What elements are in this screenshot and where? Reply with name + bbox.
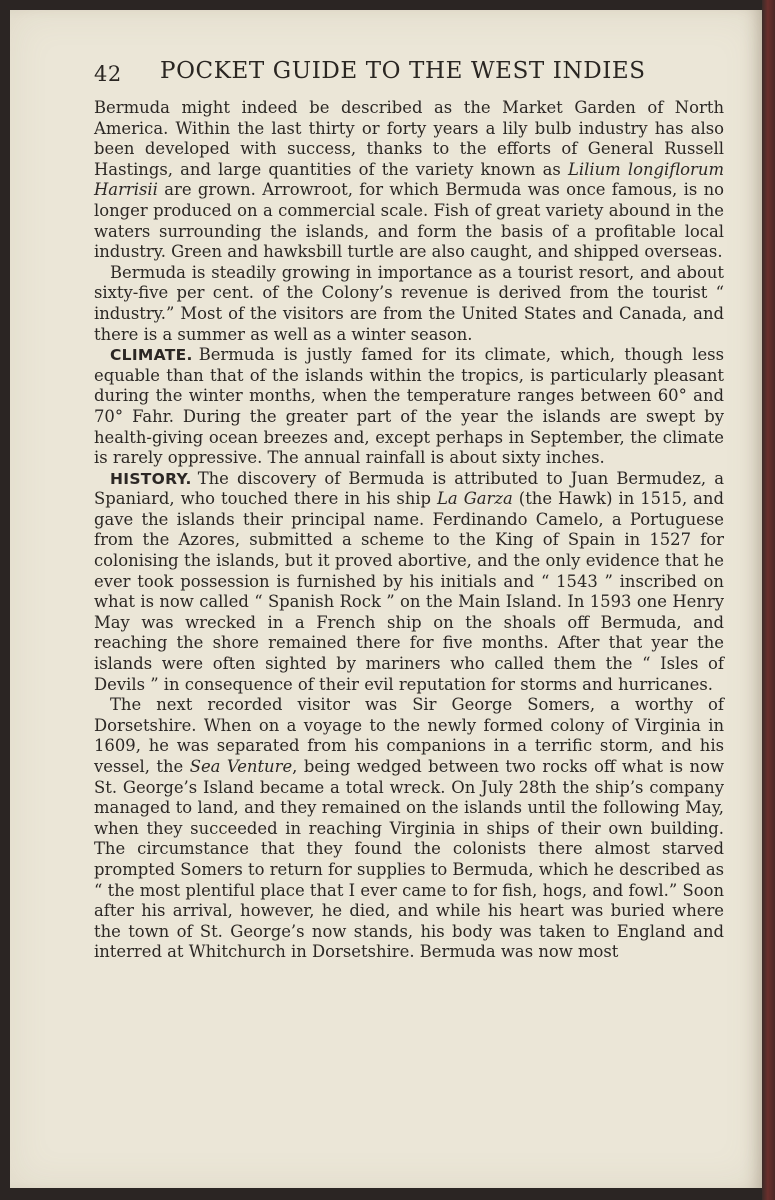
section-heading-history: HISTORY.: [110, 469, 192, 488]
page-header: [94, 57, 734, 91]
paragraph-market-garden: [94, 98, 724, 263]
paragraph-text: The next recorded visitor was Sir George Somers, a worthy of Dorsetshire. When on a voyage to the newly formed colony of Virginia in 1609, he was separated from his companions in a terrific storm, and his vessel, the: [94, 695, 724, 776]
running-title: POCKET GUIDE TO THE WEST INDIES: [160, 58, 646, 84]
paragraph-text: Bermuda is steadily growing in importance as a tourist resort, and about sixty-five per cent. of the Colony’s revenue is derived from the tourist “ industry.” Most of the visitors are from the United States and Canada, and there is a summer as well as a winter season.: [94, 262, 724, 344]
book-spine-edge: [762, 0, 775, 1200]
body-text: [94, 98, 724, 963]
paragraph-text: (the Hawk) in 1515, and gave the islands their principal name. Ferdinando Camelo, a Portuguese from the Azores, submitted a scheme to the King of Spain in 1527 for colonising the islands, but it proved abortive, and the only evidence that he ever took possession is furnished by his initials and “ 1543 ” inscribed on what is now called “ Spanish Rock ” on the Main Island. In 1593 one Henry May was wrecked in a French ship on the shoals off Bermuda, and reaching the shore remained there for five months. After that year the islands were often sighted by mariners who called them the “ Isles of Devils ” in consequence of their evil reputation for storms and hurricanes.: [94, 489, 724, 694]
paragraph-text: are grown. Arrowroot, for which Bermuda was once famous, is no longer produced on a commercial scale. Fish of great variety abound in the waters surrounding the islands, and form the basis of a profitable local industry. Green and hawksbill turtle are also caught, and shipped overseas.: [94, 180, 724, 262]
paragraph-text: The discovery of Bermuda is attributed to Juan Bermudez, a Spaniard, who touched there in his ship: [94, 468, 724, 509]
italic-text: Sea Venture: [189, 757, 293, 776]
paragraph-climate: [94, 345, 724, 469]
paragraph-text: Bermuda might indeed be described as the Market Garden of North America. Within the last thirty or forty years a lily bulb industry has also been developed with success, thanks to the efforts of General Russell Hastings, and large quantities of the variety known as: [94, 98, 724, 179]
paragraph-tourism: [94, 263, 724, 345]
paragraph-text: Bermuda is justly famed for its climate, which, though less equable than that of the islands within the tropics, is particularly pleasant during the winter months, when the temperature ranges between 60° and 70° Fahr. During the greater part of the year the islands are swept by health-giving ocean breezes and, except perhaps in September, the climate is rarely oppressive. The annual rainfall is about sixty inches.: [94, 345, 724, 468]
paragraph-history: [94, 469, 724, 696]
italic-text: Lilium longiflorum Harrisii: [94, 159, 724, 200]
italic-text: La Garza: [437, 489, 513, 509]
page-number: 42: [94, 62, 122, 86]
paragraph-somers: [94, 695, 724, 963]
section-heading-climate: CLIMATE.: [110, 346, 193, 365]
book-page: [10, 10, 762, 1188]
paragraph-text: , being wedged between two rocks off what is now St. George’s Island became a total wreck. On July 28th the ship’s company managed to land, and they remained on the islands until the following May, when they succeeded in reaching Virginia in ships of their own building. The circumstance that they found the colonists there almost starved prompted Somers to return for supplies to Bermuda, which he described as “ the most plentiful place that I ever came to for fish, hogs, and fowl.” Soon after his arrival, however, he died, and while his heart was buried where the town of St. George’s now stands, his body was taken to England and interred at Whitchurch in Dorsetshire. Bermuda was now most: [94, 757, 724, 962]
